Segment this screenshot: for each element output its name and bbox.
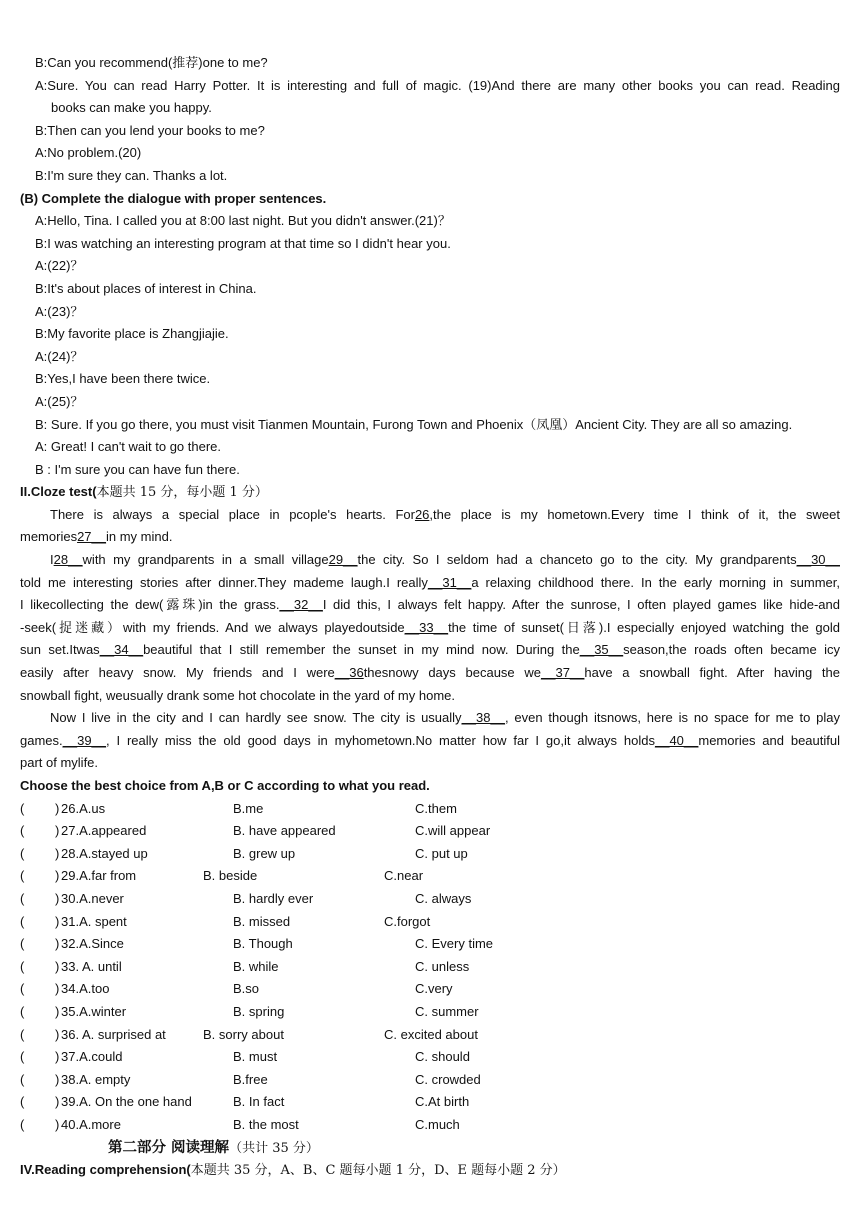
blank: __40__ bbox=[654, 732, 699, 748]
option-row bbox=[20, 865, 840, 888]
option-c: C. should bbox=[415, 1049, 470, 1065]
option-row bbox=[20, 1069, 840, 1092]
option-c: C.near bbox=[384, 868, 424, 884]
dialogue-b bbox=[20, 210, 840, 481]
passage-line: I28__with my grandparents in a small village29__the city. So I seldom had a chanceto go to the city. My grandparents__30__ bbox=[50, 552, 840, 568]
answer-bracket-close: ) bbox=[55, 1116, 60, 1132]
answer-bracket-close: ) bbox=[55, 1071, 60, 1087]
option-row bbox=[20, 820, 840, 843]
choose-heading: Choose the best choice from A,B or C according to what you read. bbox=[20, 778, 430, 793]
option-b: B. hardly ever bbox=[233, 890, 314, 906]
answer-bracket: ( bbox=[20, 1116, 25, 1132]
dialogue-line: A:(24)？ bbox=[35, 348, 84, 364]
cloze-heading bbox=[20, 481, 840, 504]
answer-bracket: ( bbox=[20, 981, 25, 997]
blank: __33__ bbox=[404, 619, 449, 635]
option-a: 35.A.winter bbox=[61, 1003, 127, 1019]
option-b: B. sorry about bbox=[203, 1026, 284, 1042]
option-a: 34.A.too bbox=[61, 981, 110, 997]
option-row bbox=[20, 956, 840, 979]
reading-heading-title: IV.Reading comprehension( bbox=[20, 1162, 191, 1178]
dialogue-line: A:(25)？ bbox=[35, 393, 84, 409]
option-a: 27.A.appeared bbox=[61, 823, 147, 839]
reading-heading bbox=[20, 1159, 840, 1182]
option-a: 30.A.never bbox=[61, 890, 124, 906]
option-a: 40.A.more bbox=[61, 1116, 121, 1132]
blank: __32__ bbox=[279, 597, 323, 613]
answer-bracket: ( bbox=[20, 845, 25, 861]
blank: 28__ bbox=[53, 552, 83, 568]
answer-bracket: ( bbox=[20, 1026, 25, 1042]
answer-bracket-close: ) bbox=[55, 845, 60, 861]
passage-line: sun set.Itwas__34__beautiful that I still remember the sunset in my mind now. During the__35__season,the roads often became icy bbox=[20, 642, 840, 658]
passage-line: There is always a special place in pcople's hearts. For26,the place is my hometown.Every time I think of it, the sweet bbox=[50, 506, 840, 522]
option-a: 33. A. until bbox=[61, 958, 122, 974]
option-c: C.them bbox=[415, 800, 457, 816]
answer-bracket: ( bbox=[20, 1049, 25, 1065]
option-b: B. must bbox=[233, 1049, 278, 1065]
answer-bracket-close: ) bbox=[55, 1026, 60, 1042]
option-a: 32.A.Since bbox=[61, 936, 124, 952]
option-c: C. always bbox=[415, 890, 472, 906]
passage-line: part of mylife. bbox=[20, 755, 99, 771]
answer-bracket-close: ) bbox=[55, 890, 60, 906]
option-b: B. missed bbox=[233, 913, 291, 929]
answer-bracket-close: ) bbox=[55, 823, 60, 839]
option-row bbox=[20, 1091, 840, 1114]
dialogue-line: B:I'm sure they can. Thanks a lot. bbox=[35, 167, 228, 183]
passage-line: I likecollecting the dew(露珠)in the grass.__32__I did this, I always felt happy. After the sunrose, I often played games like hide-and bbox=[20, 597, 840, 613]
option-a: 31.A. spent bbox=[61, 913, 127, 929]
dialogue-line: B:My favorite place is Zhangjiajie. bbox=[35, 326, 229, 342]
option-c: C. put up bbox=[415, 845, 468, 861]
answer-bracket: ( bbox=[20, 823, 25, 839]
options-list bbox=[20, 798, 840, 1137]
option-c: C.much bbox=[415, 1116, 460, 1132]
answer-bracket: ( bbox=[20, 1071, 25, 1087]
dialogue-line: A:Sure. You can read Harry Potter. It is interesting and full of magic. (19)And there are many other books you can read. Reading bbox=[35, 77, 840, 93]
dialogue-line: A:No problem.(20) bbox=[35, 145, 142, 161]
answer-bracket: ( bbox=[20, 890, 25, 906]
option-b: B. while bbox=[233, 958, 279, 974]
option-a: 37.A.could bbox=[61, 1049, 123, 1065]
option-b: B.free bbox=[233, 1071, 268, 1087]
answer-bracket-close: ) bbox=[55, 868, 60, 884]
option-c: C. excited about bbox=[384, 1026, 478, 1042]
dialogue-line: B : I'm sure you can have fun there. bbox=[35, 461, 240, 477]
part-two-heading bbox=[20, 1137, 840, 1160]
passage-line: Now I live in the city and I can hardly see snow. The city is usually__38__, even though itsnows, here is no space for me to play bbox=[50, 710, 840, 726]
dialogue-line: A:(22)？ bbox=[35, 258, 84, 274]
blank: __38__ bbox=[461, 710, 505, 726]
dialogue-line: A:(23)？ bbox=[35, 303, 84, 319]
answer-bracket: ( bbox=[20, 868, 25, 884]
blank: __39__ bbox=[62, 732, 107, 748]
option-row bbox=[20, 798, 840, 821]
blank: __34__ bbox=[99, 642, 144, 658]
passage-line: games.__39__, I really miss the old good days in myhometown.No matter how far I go,it always holds__40__memories and beautiful bbox=[20, 732, 840, 748]
option-b: B. the most bbox=[233, 1116, 299, 1132]
cloze-heading-note: 本题共 15 分，每小题 1 分） bbox=[96, 485, 268, 501]
answer-bracket: ( bbox=[20, 936, 25, 952]
option-b: B.me bbox=[233, 800, 264, 816]
option-c: C.very bbox=[415, 981, 453, 997]
option-row bbox=[20, 1114, 840, 1137]
option-row bbox=[20, 1024, 840, 1047]
worksheet-page bbox=[20, 52, 840, 1182]
answer-bracket-close: ) bbox=[55, 1094, 60, 1110]
blank: __35__ bbox=[579, 642, 624, 658]
option-row bbox=[20, 1046, 840, 1069]
option-row bbox=[20, 1001, 840, 1024]
dialogue-a bbox=[20, 52, 840, 188]
dialogue-line: B:I was watching an interesting program at that time so I didn't hear you. bbox=[35, 235, 451, 251]
passage-line: memories27__in my mind. bbox=[20, 529, 173, 545]
answer-bracket-close: ) bbox=[55, 958, 60, 974]
blank: __37__ bbox=[541, 665, 585, 681]
option-b: B. spring bbox=[233, 1003, 285, 1019]
answer-bracket-close: ) bbox=[55, 800, 60, 816]
answer-bracket: ( bbox=[20, 1003, 25, 1019]
dialogue-line: B:Then can you lend your books to me? bbox=[35, 122, 265, 138]
answer-bracket-close: ) bbox=[55, 913, 60, 929]
answer-bracket-close: ) bbox=[55, 981, 60, 997]
dialogue-line: A:Hello, Tina. I called you at 8:00 last night. But you didn't answer.(21)？ bbox=[35, 213, 451, 229]
blank: __30__ bbox=[796, 552, 840, 568]
option-b: B. have appeared bbox=[233, 823, 336, 839]
option-a: 39.A. On the one hand bbox=[61, 1094, 192, 1110]
option-c: C.will appear bbox=[415, 823, 491, 839]
answer-bracket-close: ) bbox=[55, 1049, 60, 1065]
answer-bracket-close: ) bbox=[55, 1003, 60, 1019]
option-b: B.so bbox=[233, 981, 260, 997]
answer-bracket: ( bbox=[20, 800, 25, 816]
dialogue-line: B: Sure. If you go there, you must visit Tianmen Mountain, Furong Town and Phoenix（凤凰）Ancient City. They are all so amazing. bbox=[35, 416, 793, 432]
option-b: B. Though bbox=[233, 936, 293, 952]
option-c: C.At birth bbox=[415, 1094, 470, 1110]
dialogue-line: B:Can you recommend(推荐)one to me? bbox=[35, 55, 268, 70]
dialogue-line: B:It's about places of interest in China. bbox=[35, 280, 257, 296]
option-a: 36. A. surprised at bbox=[61, 1026, 166, 1042]
blank: __31__ bbox=[427, 574, 472, 590]
answer-bracket: ( bbox=[20, 913, 25, 929]
answer-bracket: ( bbox=[20, 958, 25, 974]
blank: __36 bbox=[334, 665, 364, 681]
reading-heading-note: 本题共 35 分，A、B、C 题每小题 1 分，D、E 题每小题 2 分） bbox=[190, 1163, 566, 1179]
dialogue-line: A: Great! I can't wait to go there. bbox=[35, 439, 222, 455]
option-c: C. crowded bbox=[415, 1071, 481, 1087]
blank: 26 bbox=[414, 506, 430, 522]
option-b: B. beside bbox=[203, 868, 258, 884]
dialogue-line: books can make you happy. bbox=[51, 100, 212, 116]
answer-bracket-close: ) bbox=[55, 936, 60, 952]
option-row bbox=[20, 843, 840, 866]
option-row bbox=[20, 978, 840, 1001]
dialogue-line: B:Yes,I have been there twice. bbox=[35, 371, 211, 387]
option-c: C. summer bbox=[415, 1003, 479, 1019]
passage-line: snowball fight, weusually drank some hot chocolate in the yard of my home. bbox=[20, 687, 456, 703]
answer-bracket: ( bbox=[20, 1094, 25, 1110]
cloze-heading-title: II.Cloze test( bbox=[20, 484, 97, 500]
blank: 29__ bbox=[328, 552, 358, 568]
option-a: 38.A. empty bbox=[61, 1071, 131, 1087]
blank: 27__ bbox=[77, 529, 106, 545]
option-row bbox=[20, 911, 840, 934]
passage-line: easily after heavy snow. My friends and I were__36thesnowy days because we__37__have a snowball fight. After having the bbox=[20, 665, 840, 681]
option-a: 28.A.stayed up bbox=[61, 845, 148, 861]
cloze-passage bbox=[20, 504, 840, 775]
option-a: 26.A.us bbox=[61, 800, 106, 816]
part-two-title: 第二部分 阅读理解 bbox=[108, 1138, 230, 1156]
option-row bbox=[20, 933, 840, 956]
option-c: C. Every time bbox=[415, 936, 494, 952]
option-a: 29.A.far from bbox=[61, 868, 137, 884]
passage-line: told me interesting stories after dinner.They mademe laugh.I really__31__a relaxing childhood there. In the early morning in summer, bbox=[20, 574, 840, 590]
option-b: B. In fact bbox=[233, 1094, 285, 1110]
option-c: C.forgot bbox=[384, 913, 431, 929]
section-b-heading: (B) Complete the dialogue with proper sentences. bbox=[20, 190, 327, 206]
option-c: C. unless bbox=[415, 958, 470, 974]
passage-line: -seek(捉迷藏）with my friends. And we always playedoutside__33__the time of sunset(日落).I especially enjoyed watching the gold bbox=[20, 619, 840, 635]
option-row bbox=[20, 888, 840, 911]
option-b: B. grew up bbox=[233, 845, 296, 861]
part-two-note: （共计 35 分） bbox=[229, 1140, 319, 1156]
